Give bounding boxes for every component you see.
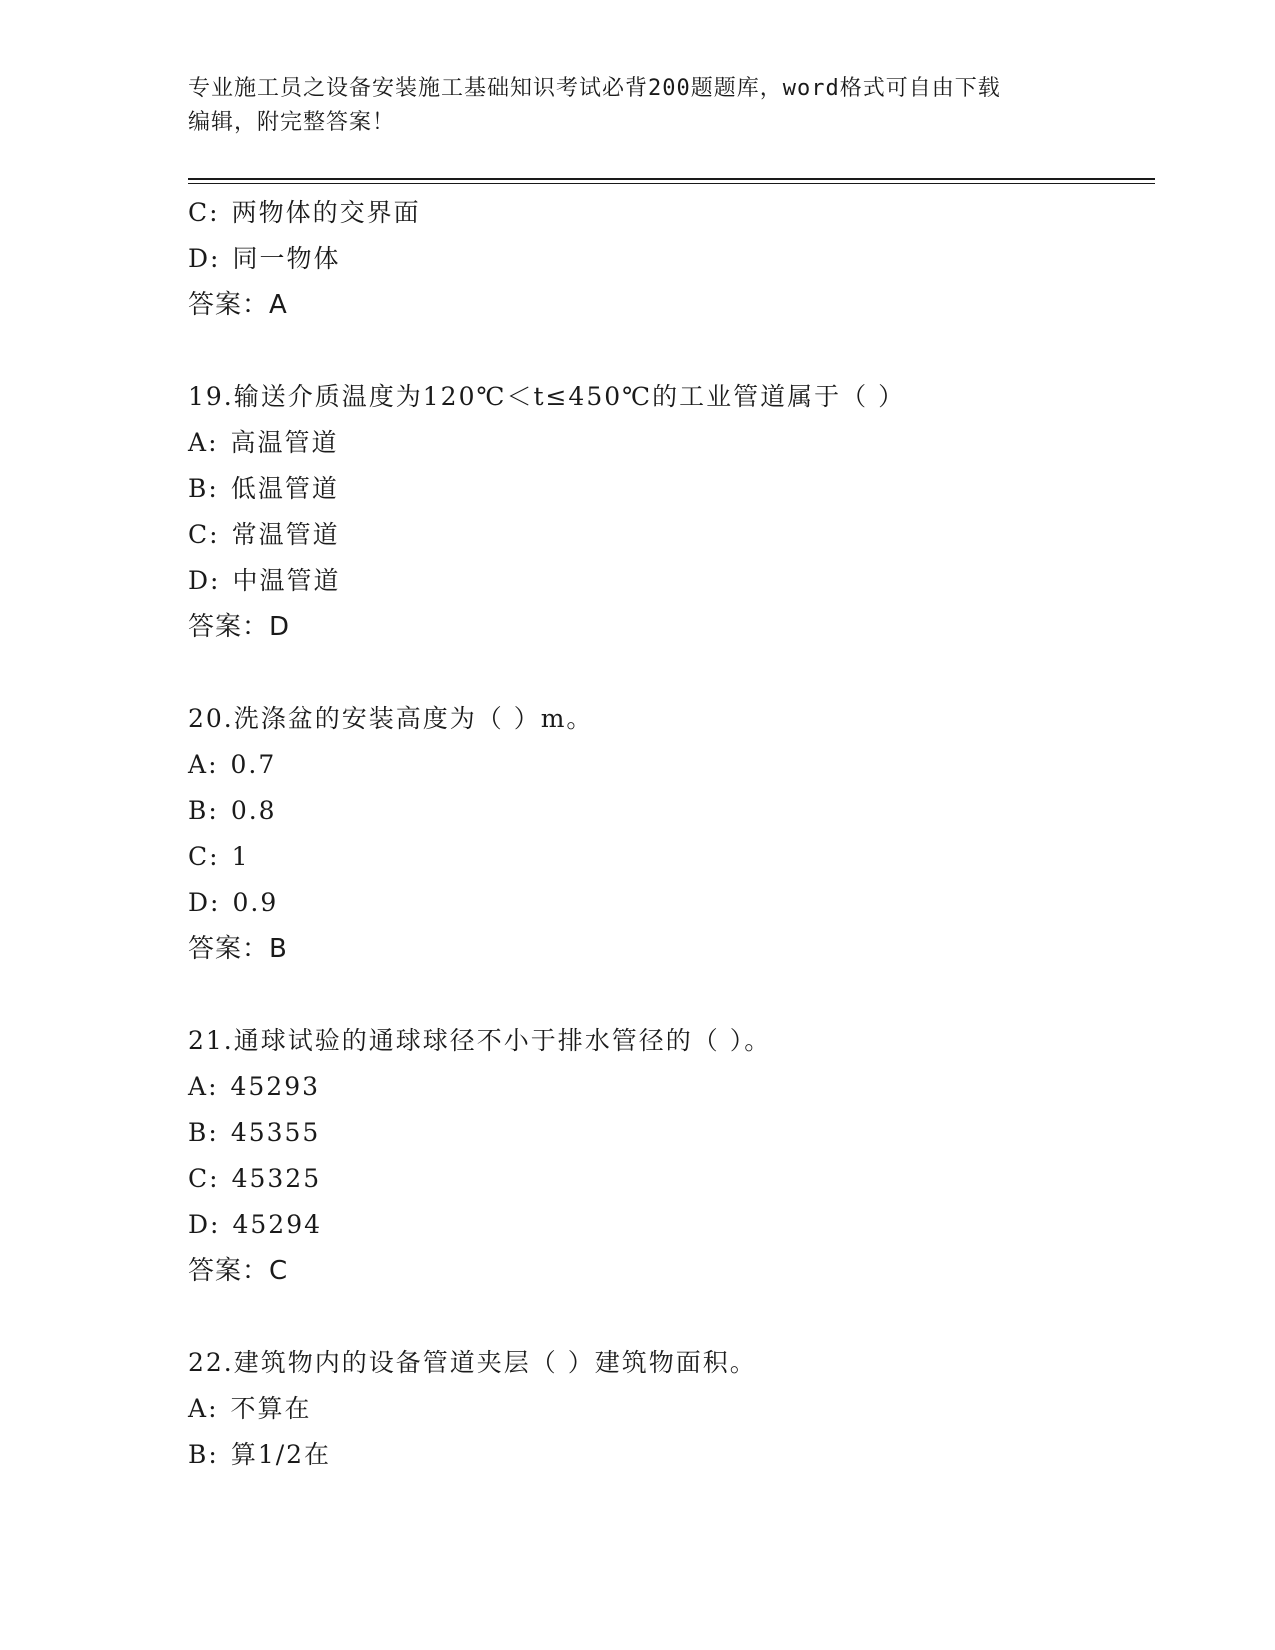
spacer <box>188 1294 1155 1340</box>
header-title-line-1: 专业施工员之设备安装施工基础知识考试必背200题题库，word格式可自由下载 <box>188 76 1001 101</box>
spacer <box>188 972 1155 1018</box>
option-separator: : <box>209 842 220 871</box>
option-separator: : <box>208 1440 219 1469</box>
option-text: 45293 <box>230 1072 321 1101</box>
option-text: 两物体的交界面 <box>231 198 421 227</box>
option-text: 常温管道 <box>231 520 340 549</box>
option-text: 中温管道 <box>232 566 341 595</box>
question-stem: 19.输送介质温度为120℃＜t≤450℃的工业管道属于（ ） <box>188 382 906 411</box>
option-separator: : <box>208 1118 219 1147</box>
option-label: B <box>188 474 209 503</box>
option-text: 45355 <box>230 1118 321 1147</box>
option-row <box>188 420 1155 466</box>
option-text: 1 <box>231 842 250 871</box>
option-row <box>188 1386 1155 1432</box>
option-separator: : <box>208 750 219 779</box>
answer-line: 答案：C <box>188 1256 289 1286</box>
option-label: D <box>188 888 211 917</box>
option-separator: : <box>209 520 220 549</box>
option-label: D <box>188 566 211 595</box>
option-separator: : <box>209 198 220 227</box>
answer-line: 答案：D <box>188 612 291 642</box>
option-row <box>188 880 1155 926</box>
option-row <box>188 1202 1155 1248</box>
option-label: A <box>188 750 209 779</box>
option-row <box>188 834 1155 880</box>
option-row <box>188 190 1155 236</box>
option-text: 0.9 <box>232 888 279 917</box>
spacer <box>188 328 1155 374</box>
option-text: 0.7 <box>230 750 277 779</box>
option-separator: : <box>208 428 219 457</box>
option-label: C <box>188 198 210 227</box>
option-text: 同一物体 <box>232 244 341 273</box>
option-text: 0.8 <box>230 796 277 825</box>
header-title-line-2: 编辑，附完整答案！ <box>188 110 396 135</box>
option-row <box>188 1064 1155 1110</box>
option-row <box>188 1156 1155 1202</box>
option-label: B <box>188 796 209 825</box>
header-divider-thick <box>188 178 1155 180</box>
option-row <box>188 1110 1155 1156</box>
option-separator: : <box>208 1072 219 1101</box>
option-separator: : <box>208 474 219 503</box>
spacer <box>188 650 1155 696</box>
option-separator: : <box>210 1210 221 1239</box>
option-label: A <box>188 1072 209 1101</box>
option-separator: : <box>208 796 219 825</box>
option-label: A <box>188 1394 209 1423</box>
option-label: D <box>188 244 211 273</box>
option-label: D <box>188 1210 211 1239</box>
option-text: 高温管道 <box>230 428 339 457</box>
option-label: C <box>188 1164 210 1193</box>
option-label: C <box>188 520 210 549</box>
option-separator: : <box>208 1394 219 1423</box>
option-separator: : <box>209 1164 220 1193</box>
question-stem: 22.建筑物内的设备管道夹层（ ）建筑物面积。 <box>188 1348 757 1377</box>
answer-line: 答案：A <box>188 290 288 320</box>
option-separator: : <box>210 244 221 273</box>
option-text: 45325 <box>231 1164 322 1193</box>
option-row <box>188 466 1155 512</box>
question-stem: 20.洗涤盆的安装高度为（ ）m。 <box>188 704 594 733</box>
option-text: 算1/2在 <box>230 1440 332 1469</box>
option-separator: : <box>210 888 221 917</box>
option-text: 45294 <box>232 1210 323 1239</box>
document-header <box>188 72 1088 140</box>
option-text: 低温管道 <box>230 474 339 503</box>
option-separator: : <box>210 566 221 595</box>
option-row <box>188 236 1155 282</box>
option-label: A <box>188 428 209 457</box>
option-label: B <box>188 1440 209 1469</box>
answer-line: 答案：B <box>188 934 288 964</box>
option-label: C <box>188 842 210 871</box>
option-row <box>188 512 1155 558</box>
option-row <box>188 742 1155 788</box>
option-row <box>188 1432 1155 1478</box>
option-label: B <box>188 1118 209 1147</box>
question-stem: 21.通球试验的通球球径不小于排水管径的（ ）。 <box>188 1026 772 1055</box>
option-row <box>188 788 1155 834</box>
question-list <box>188 190 1155 1478</box>
header-divider-thin <box>188 183 1155 184</box>
option-row <box>188 558 1155 604</box>
option-text: 不算在 <box>230 1394 312 1423</box>
